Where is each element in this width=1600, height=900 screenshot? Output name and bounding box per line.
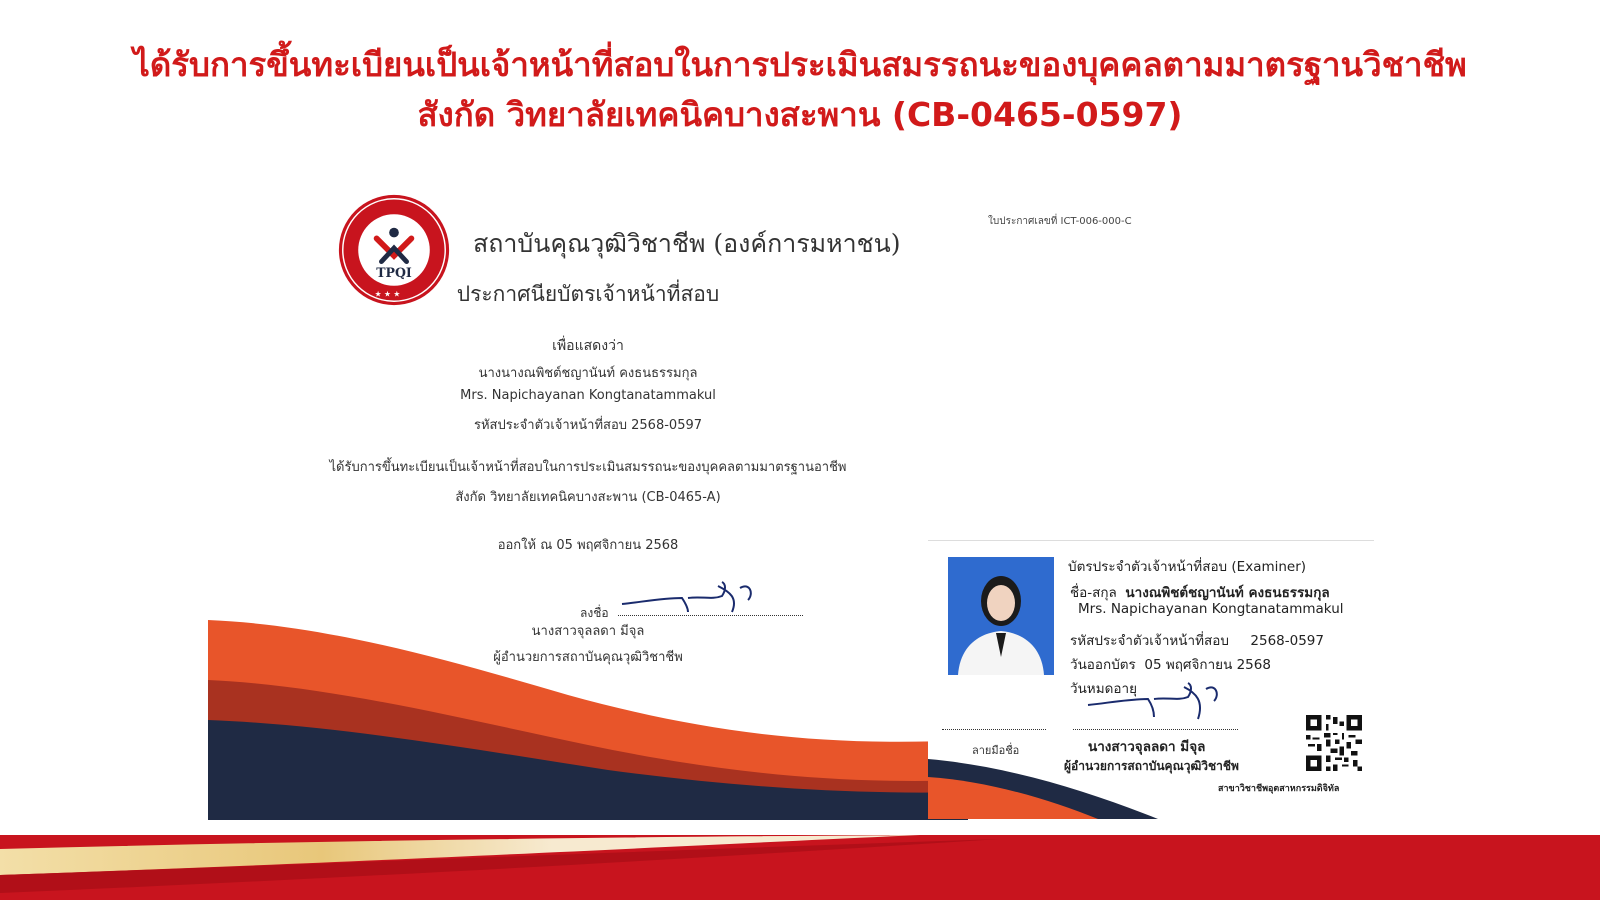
card-department: สาขาวิชาชีพอุตสาหกรรมดิจิทัล	[1218, 784, 1340, 794]
card-signer-position: ผู้อำนวยการสถาบันคุณวุฒิวิชาชีพ	[1064, 759, 1239, 773]
certificate-title: ประกาศนียบัตรเจ้าหน้าที่สอบ	[456, 282, 720, 306]
holder-signature-line	[942, 729, 1046, 730]
card-issue-date: 05 พฤศจิกายน 2568	[1144, 657, 1271, 673]
holder-signature-label: ลายมือชื่อ	[972, 744, 1020, 757]
director-signature-line	[1073, 729, 1238, 730]
card-name-th: นางณพิชต์ชญานันท์ คงธนธรรมกุล	[1125, 585, 1330, 601]
card-code-row	[1070, 629, 1324, 651]
card-issue-label: วันออกบัตร	[1070, 657, 1136, 673]
certificate-holder-name-th: นางนางณพิชต์ชญานันท์ คงธนธรรมกุล	[478, 366, 698, 381]
institute-name: สถาบันคุณวุฒิวิชาชีพ (องค์การมหาชน)	[473, 229, 901, 258]
certificate-signature-line	[618, 604, 803, 616]
card-code-value: 2568-0597	[1250, 633, 1324, 649]
card-name-en: Mrs. Napichayanan Kongtanatammakul	[1078, 601, 1344, 617]
qr-code	[1306, 715, 1362, 771]
headline-line-2: สังกัด วิทยาลัยเทคนิคบางสะพาน (CB-0465-0597)	[417, 95, 1183, 134]
certificate-examiner-code: รหัสประจำตัวเจ้าหน้าที่สอบ 2568-0597	[473, 418, 703, 433]
certificate-affiliation: สังกัด วิทยาลัยเทคนิคบางสะพาน (CB-0465-A)	[455, 490, 721, 505]
examiner-id-card	[928, 540, 1374, 819]
headline-line-1: ได้รับการขึ้นทะเบียนเป็นเจ้าหน้าที่สอบในการประเมินสมรรถนะของบุคคลตามมาตรฐานวิชาชีพ	[133, 45, 1467, 84]
certificate-sign-label: ลงชื่อ	[580, 606, 609, 620]
certificate-registration: ได้รับการขึ้นทะเบียนเป็นเจ้าหน้าที่สอบในการประเมินสมรรถนะของบุคคลตามมาตรฐานอาชีพ	[329, 460, 847, 475]
card-title: บัตรประจำตัวเจ้าหน้าที่สอบ (Examiner)	[1068, 559, 1307, 575]
page-headline	[0, 40, 1600, 140]
card-issue-row	[1070, 653, 1271, 675]
card-expiry-label: วันหมดอายุ	[1070, 681, 1137, 697]
footer-band	[0, 835, 1600, 900]
card-name-row	[1070, 581, 1330, 603]
card-signature	[1088, 681, 1238, 721]
certificate-holder-name-en: Mrs. Napichayanan Kongtanatammakul	[460, 388, 716, 403]
card-code-label: รหัสประจำตัวเจ้าหน้าที่สอบ	[1070, 633, 1229, 649]
certificate-intro: เพื่อแสดงว่า	[552, 338, 624, 354]
certificate-signer-name: นางสาวจุลลดา มีจุล	[531, 624, 645, 639]
card-signer-name: นางสาวจุลลดา มีจุล	[1088, 739, 1206, 755]
certificate-notice-number: ใบประกาศเลขที่ ICT-006-000-C	[988, 216, 1132, 227]
certificate-issue-date: ออกให้ ณ 05 พฤศจิกายน 2568	[497, 538, 679, 553]
certificate-signer-position: ผู้อำนวยการสถาบันคุณวุฒิวิชาชีพ	[493, 650, 683, 665]
examiner-photo	[948, 557, 1054, 675]
card-name-label: ชื่อ-สกุล	[1070, 585, 1117, 601]
logo-abbreviation: TPQI	[376, 265, 412, 281]
svg-text:★ ★ ★: ★ ★ ★	[374, 289, 401, 299]
